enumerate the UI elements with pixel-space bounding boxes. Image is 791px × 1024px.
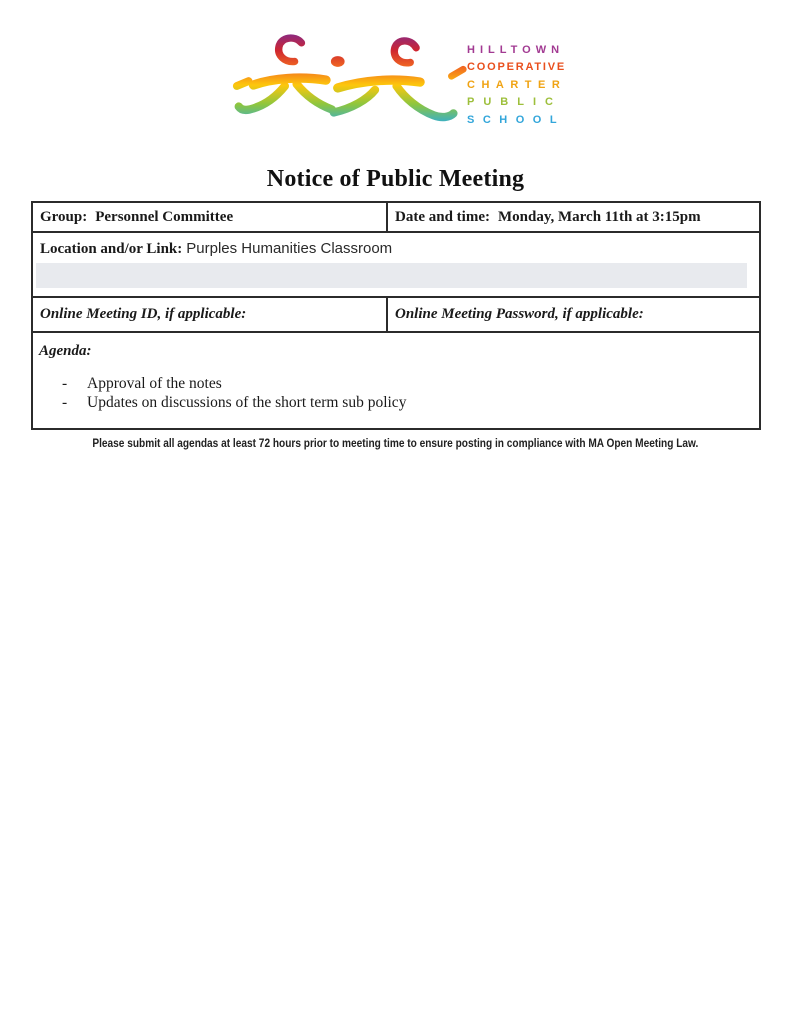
compliance-note-text: Please submit all agendas at least 72 hours prior to meeting time to ensure posting in compliance with MA Open Meeting Law. [92, 438, 699, 450]
compliance-note [0, 434, 791, 452]
school-name-line: HILLTOWN [467, 44, 565, 56]
page-title: Notice of Public Meeting [266, 166, 525, 192]
meeting-id-cell [33, 298, 388, 331]
meeting-password-cell [388, 298, 759, 331]
location-row [33, 233, 759, 298]
agenda-item-text: Approval of the notes [87, 375, 222, 392]
online-meeting-row [33, 298, 759, 333]
group-datetime-row [33, 203, 759, 233]
school-logo [228, 28, 578, 143]
datetime-label: Date and time: [395, 209, 490, 225]
school-name-line: CHARTER [467, 78, 567, 91]
agenda-row [33, 333, 759, 428]
meeting-password-label: Online Meeting Password, if applicable: [395, 306, 644, 322]
group-value: Personnel Committee [95, 209, 234, 225]
agenda-bullet-dash: - [62, 393, 68, 411]
group-cell [33, 203, 388, 231]
school-name-line: COOPERATIVE [467, 61, 567, 74]
location-label: Location and/or Link: [40, 241, 183, 257]
datetime-cell [388, 203, 759, 231]
agenda-bullet-dash: - [62, 375, 68, 392]
meeting-id-label: Online Meeting ID, if applicable: [40, 306, 247, 322]
agenda-list-item [39, 375, 751, 394]
group-label: Group: [40, 209, 88, 225]
meeting-notice-table [31, 201, 761, 430]
school-name-line: SCHOOL [467, 113, 566, 126]
agenda-list-item [39, 394, 751, 413]
agenda-item-text: Updates on discussions of the short term sub policy [87, 393, 407, 411]
school-name-line: PUBLIC [467, 96, 562, 109]
highlighted-blank-line [36, 263, 747, 288]
school-name [467, 42, 566, 129]
datetime-value: Monday, March 11th at 3:15pm [497, 209, 701, 225]
agenda-label: Agenda: [39, 343, 92, 359]
agenda-list [39, 375, 751, 412]
dancing-figures-icon [228, 30, 473, 140]
location-value: Purples Humanities Classroom [186, 240, 393, 257]
